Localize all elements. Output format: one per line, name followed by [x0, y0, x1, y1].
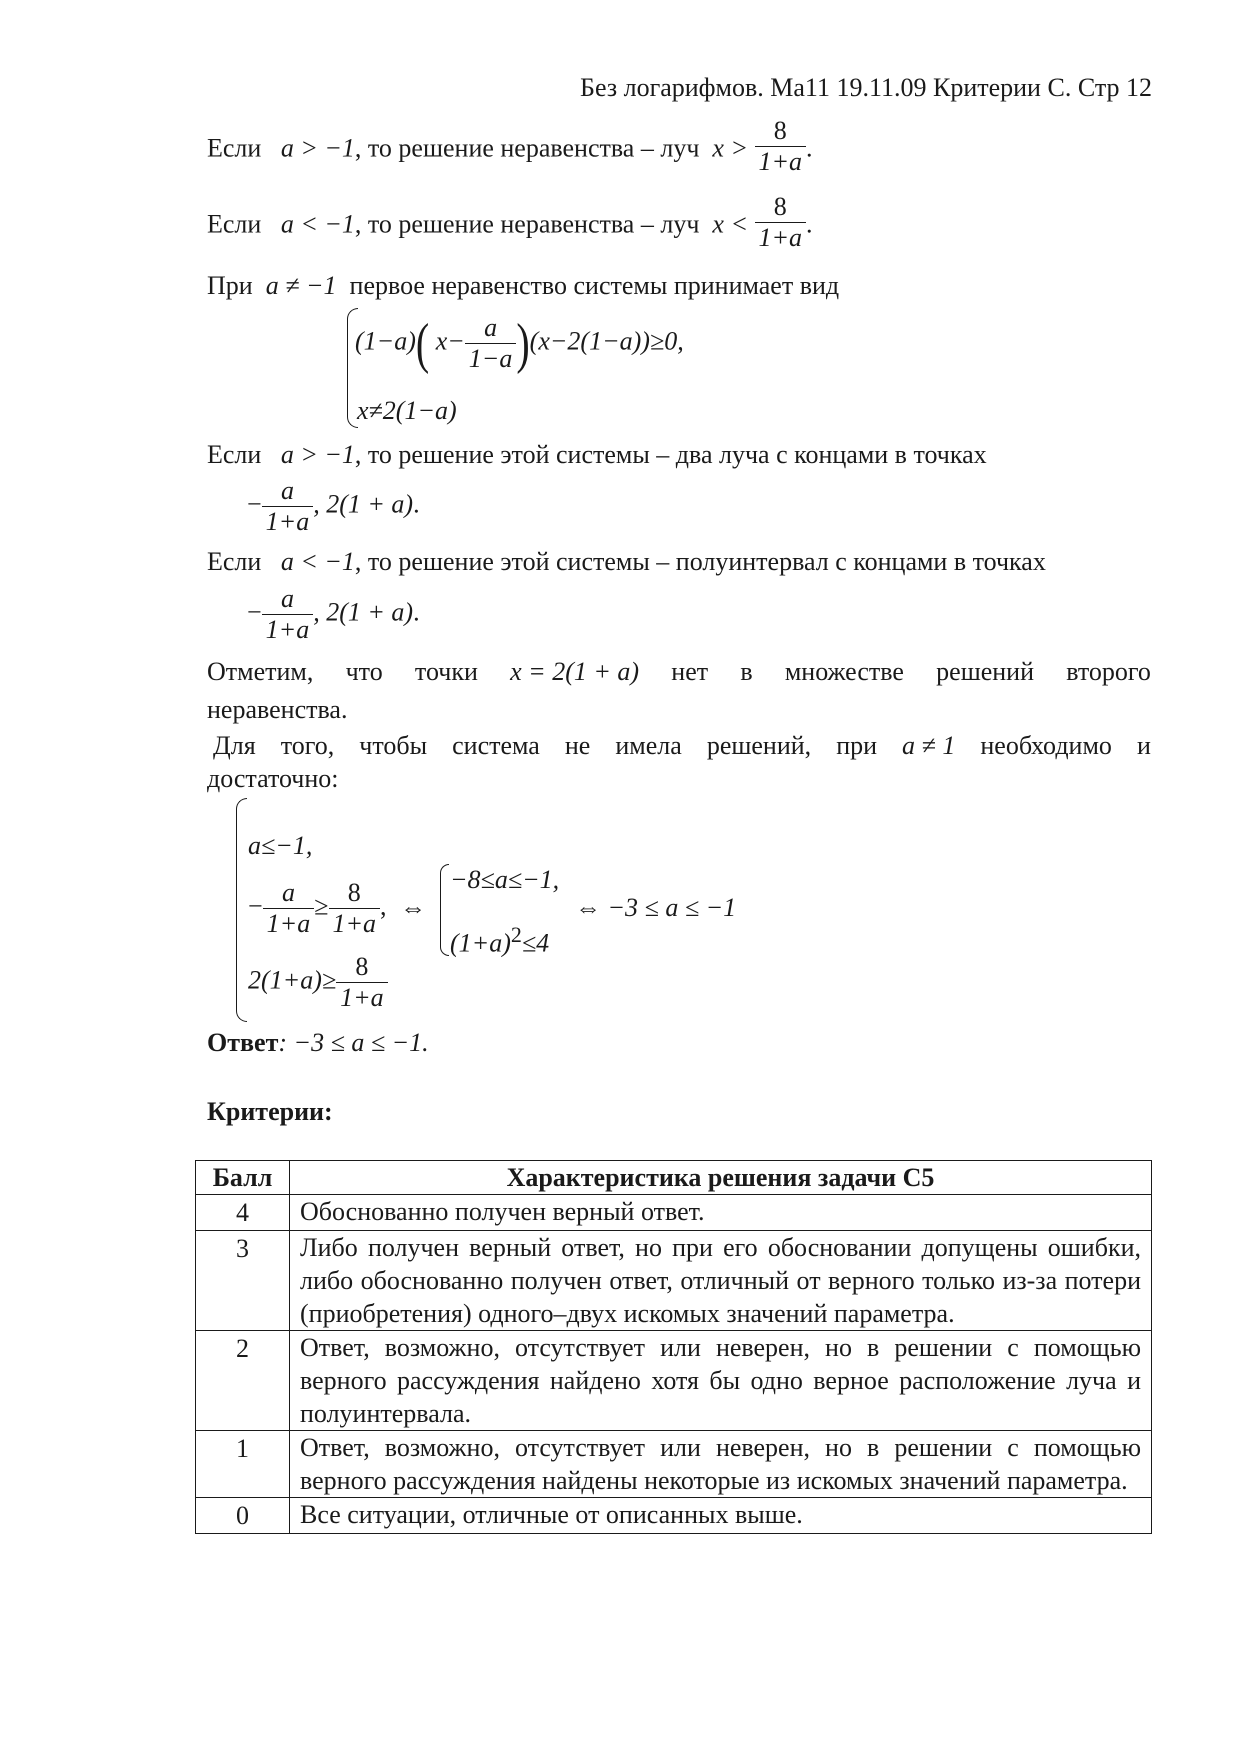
- criteria-title: Критерии:: [207, 1097, 333, 1126]
- note1-word: множестве: [784, 657, 904, 686]
- final-result: ⇔ −3 ≤ a ≤ −1: [575, 893, 737, 922]
- column-header-description: Характеристика решения задачи С5: [290, 1161, 1152, 1195]
- line1-middle: , то решение неравенства – луч: [354, 133, 700, 163]
- note2-word: Для: [213, 731, 256, 760]
- inner-row2-tail: ≤4: [521, 928, 550, 958]
- note1-formula: x = 2(1 + a): [510, 657, 640, 686]
- final-row3: [248, 952, 388, 1013]
- line4-prefix: Если: [207, 440, 262, 469]
- inner-row2-base: (1+a): [450, 928, 511, 958]
- final-system-brace: [236, 798, 247, 1022]
- table-row: [196, 1498, 1152, 1534]
- note2-word: необходимо: [980, 731, 1112, 760]
- table-row: [196, 1231, 1152, 1331]
- note-points: [207, 657, 1151, 687]
- note2-formula: a ≠ 1: [902, 731, 956, 760]
- note1-end: неравенства.: [207, 695, 348, 724]
- fraction-numerator: a: [281, 878, 295, 907]
- fraction-a-over-1-plus-a: [262, 584, 314, 645]
- line5-condition: a < −1: [280, 547, 355, 576]
- score-cell: 0: [196, 1498, 290, 1534]
- fraction-numerator: 8: [773, 116, 787, 145]
- line-when-a-not-minus-one: [207, 271, 839, 301]
- note2-word: и: [1136, 731, 1151, 760]
- note2-word: система: [452, 731, 540, 760]
- score-cell: 1: [196, 1431, 290, 1498]
- system1-factor1: (1−a): [355, 326, 416, 356]
- description-cell: Ответ, возможно, отсутствует или неверен, но в решении с помощью верного рассуждения найдено хотя бы одно верное расположение луча и полуинтервала.: [290, 1331, 1152, 1431]
- note1-word: точки: [414, 657, 478, 686]
- minus-sign: −: [247, 489, 262, 519]
- line2-x: x <: [712, 209, 748, 239]
- points-tail: , 2(1 + a): [313, 597, 414, 627]
- line4-condition: a > −1: [280, 440, 355, 469]
- points-expression-1: [247, 476, 420, 537]
- fraction-a-over-1-plus-a: [262, 476, 314, 537]
- description-cell: Все ситуации, отличные от описанных выше.: [290, 1498, 1152, 1534]
- note1-word: в: [740, 657, 753, 686]
- fraction-8-over-1-plus-a: [336, 952, 388, 1013]
- minus-sign: −: [248, 891, 263, 921]
- line1-period: .: [806, 133, 813, 163]
- score-cell: 4: [196, 1195, 290, 1231]
- line5-prefix: Если: [207, 547, 262, 576]
- description-cell: Либо получен верный ответ, но при его обосновании допущены ошибки, либо обоснованно получен ответ, отличный от верного только из-за потери (приобретения) одного–двух искомых значений параметра.: [290, 1231, 1152, 1331]
- line1-condition: a > −1: [280, 133, 355, 163]
- line5-text: , то решение этой системы – полуинтервал с концами в точках: [354, 547, 1046, 576]
- page-header: Без логарифмов. Ма11 19.11.09 Критерии С. Стр 12: [580, 73, 1152, 102]
- ge-sign: ≥: [314, 891, 329, 921]
- points-period: .: [413, 489, 420, 519]
- line2-middle: , то решение неравенства – луч: [354, 209, 700, 239]
- fraction-8-over-1-plus-a: [329, 878, 381, 939]
- inner-row1: −8≤a≤−1,: [450, 865, 560, 894]
- fraction-denominator: 1+a: [262, 506, 314, 537]
- fraction-denominator: 1−a: [465, 343, 517, 374]
- fraction-a-over-1-minus-a: [465, 313, 517, 374]
- score-cell: 3: [196, 1231, 290, 1331]
- note-condition: [213, 731, 1151, 761]
- fraction-numerator: 8: [355, 952, 369, 981]
- inner-row2: [450, 920, 549, 959]
- final-row1: a≤−1,: [248, 831, 313, 860]
- line1-prefix: Если: [207, 133, 262, 163]
- answer-line: [207, 1028, 429, 1058]
- inner-row2-exponent: 2: [510, 922, 522, 947]
- table-row: [196, 1331, 1152, 1431]
- line2-period: .: [806, 209, 813, 239]
- fraction-denominator: 1+a: [262, 614, 314, 645]
- fraction-8-over-1-plus-a: [755, 192, 807, 253]
- points-period: .: [413, 597, 420, 627]
- fraction-numerator: 8: [773, 192, 787, 221]
- points-tail: , 2(1 + a): [313, 489, 414, 519]
- fraction-denominator: 1+a: [329, 908, 381, 939]
- points-expression-2: [247, 584, 420, 645]
- fraction-denominator: 1+a: [755, 146, 807, 177]
- line3-text: первое неравенство системы принимает вид: [349, 271, 840, 300]
- note1-word: второго: [1066, 657, 1151, 686]
- line2-prefix: Если: [207, 209, 262, 239]
- fraction-numerator: a: [280, 584, 294, 613]
- note2-word: не: [564, 731, 591, 760]
- note1-word: Отметим,: [207, 657, 314, 686]
- line-case-a-greater: [207, 116, 813, 181]
- minus-sign: −: [247, 597, 262, 627]
- fraction-denominator: 1+a: [336, 982, 388, 1013]
- system1-x-minus: x−: [435, 326, 465, 356]
- line-system-case-less: [207, 547, 1046, 577]
- line3-prefix: При: [207, 271, 253, 300]
- note2-word: чтобы: [359, 731, 428, 760]
- score-cell: 2: [196, 1331, 290, 1431]
- description-cell: Обоснованно получен верный ответ.: [290, 1195, 1152, 1231]
- final-row2: [248, 878, 387, 939]
- note1-word: что: [345, 657, 383, 686]
- comma: ,: [380, 891, 387, 921]
- line2-condition: a < −1: [280, 209, 355, 239]
- note1-word: нет: [671, 657, 709, 686]
- final-row3-left: 2(1+a)≥: [248, 965, 337, 995]
- fraction-denominator: 1+a: [755, 222, 807, 253]
- note2-word: имела: [615, 731, 682, 760]
- line4-text: , то решение этой системы – два луча с концами в точках: [354, 440, 987, 469]
- table-header-row: [196, 1161, 1152, 1195]
- note2-word: того,: [280, 731, 335, 760]
- note2-word: решений,: [706, 731, 812, 760]
- fraction-numerator: 8: [347, 878, 361, 907]
- line1-x: x >: [712, 133, 748, 163]
- fraction-a-over-1-plus-a: [263, 878, 315, 939]
- iff-sign-1: ⇔: [400, 893, 426, 922]
- answer-value: : −3 ≤ a ≤ −1.: [278, 1028, 429, 1057]
- line3-condition: a ≠ −1: [265, 271, 337, 300]
- inner-system-brace: [440, 864, 449, 956]
- system1-row2: x≠2(1−a): [357, 396, 457, 425]
- description-cell: Ответ, возможно, отсутствует или неверен, но в решении с помощью верного рассуждения найдены некоторые из искомых значений параметра.: [290, 1431, 1152, 1498]
- note1-word: решений: [936, 657, 1034, 686]
- answer-label: Ответ: [207, 1028, 279, 1057]
- fraction-numerator: a: [484, 313, 498, 342]
- fraction-8-over-1-plus-a: [755, 116, 807, 177]
- note2-end: достаточно:: [207, 764, 339, 793]
- criteria-table: [195, 1160, 1152, 1534]
- column-header-score: Балл: [196, 1161, 290, 1195]
- note2-word: при: [836, 731, 878, 760]
- system1-row1: (1−a)( x− $\frac{a}{1-a}$ )(x−2(1−a))≥0,: [355, 311, 684, 375]
- line-system-case-greater: [207, 440, 987, 470]
- fraction-denominator: 1+a: [263, 908, 315, 939]
- table-row: [196, 1431, 1152, 1498]
- system1-factor3: (x−2(1−a))≥0,: [529, 326, 684, 356]
- fraction-numerator: a: [280, 476, 294, 505]
- line-case-a-less: [207, 192, 813, 257]
- table-row: [196, 1195, 1152, 1231]
